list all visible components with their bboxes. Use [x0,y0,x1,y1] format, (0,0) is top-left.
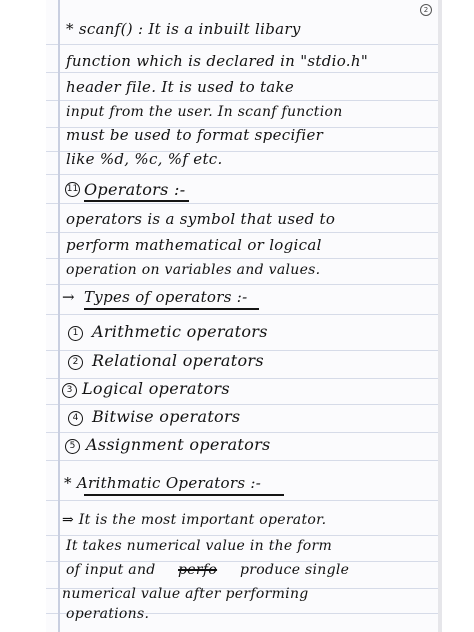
struck-out-word: perfo [178,562,218,578]
ruled-line [46,284,438,285]
page-edge [438,0,442,632]
ruled-line [46,72,438,73]
scanf-line-4: input from the user. In scanf function [66,104,343,120]
scanf-line-2: function which is declared in "stdio.h" [66,52,369,70]
list-number-badge: 3 [62,383,77,398]
scanf-line-1: * scanf() : It is a inbuilt libary [66,20,301,38]
ruled-line [46,500,438,501]
ruled-line [46,44,438,45]
page-number: 2 [420,4,432,16]
operators-line-1: operators is a symbol that used to [66,210,336,228]
ruled-line [46,258,438,259]
arithmetic-line-4: numerical value after performing [62,586,309,602]
ruled-line [46,314,438,315]
list-number-badge: 4 [68,411,83,426]
arithmetic-heading-underline [84,494,284,496]
ruled-line [46,535,438,536]
scanf-line-3: header file. It is used to take [66,78,295,96]
types-heading: Types of operators :- [84,288,248,306]
operators-heading-underline [84,200,189,202]
scanf-line-5: must be used to format specifier [66,126,324,144]
list-number-badge: 2 [68,355,83,370]
types-heading-underline [84,308,259,310]
list-number-badge: 1 [68,326,83,341]
ruled-line [46,460,438,461]
ruled-line [46,232,438,233]
ruled-line [46,432,438,433]
arithmetic-line-3b: produce single [240,562,350,578]
operators-heading: Operators :- [84,180,186,199]
list-item: Bitwise operators [92,407,241,426]
section-number-badge: 11 [65,182,80,197]
arithmetic-line-3a: of input and [66,562,156,578]
list-item: Assignment operators [86,435,271,454]
arithmetic-heading: * Arithmatic Operators :- [64,474,262,492]
list-item: Logical operators [82,379,230,398]
arithmetic-line-5: operations. [66,606,150,622]
operators-line-3: operation on variables and values. [66,262,321,278]
scanf-line-6: like %d, %c, %f etc. [66,150,223,168]
ruled-line [46,100,438,101]
operators-line-2: perform mathematical or logical [66,236,322,254]
types-arrow: → [62,288,75,306]
arithmetic-line-2: It takes numerical value in the form [66,538,333,554]
list-item: Relational operators [92,351,264,370]
list-number-badge: 5 [65,439,80,454]
ruled-line [46,404,438,405]
arithmetic-line-1: ⇒ It is the most important operator. [62,512,327,528]
margin-line [58,0,60,632]
ruled-line [46,174,438,175]
list-item: Arithmetic operators [92,322,268,341]
ruled-line [46,203,438,204]
